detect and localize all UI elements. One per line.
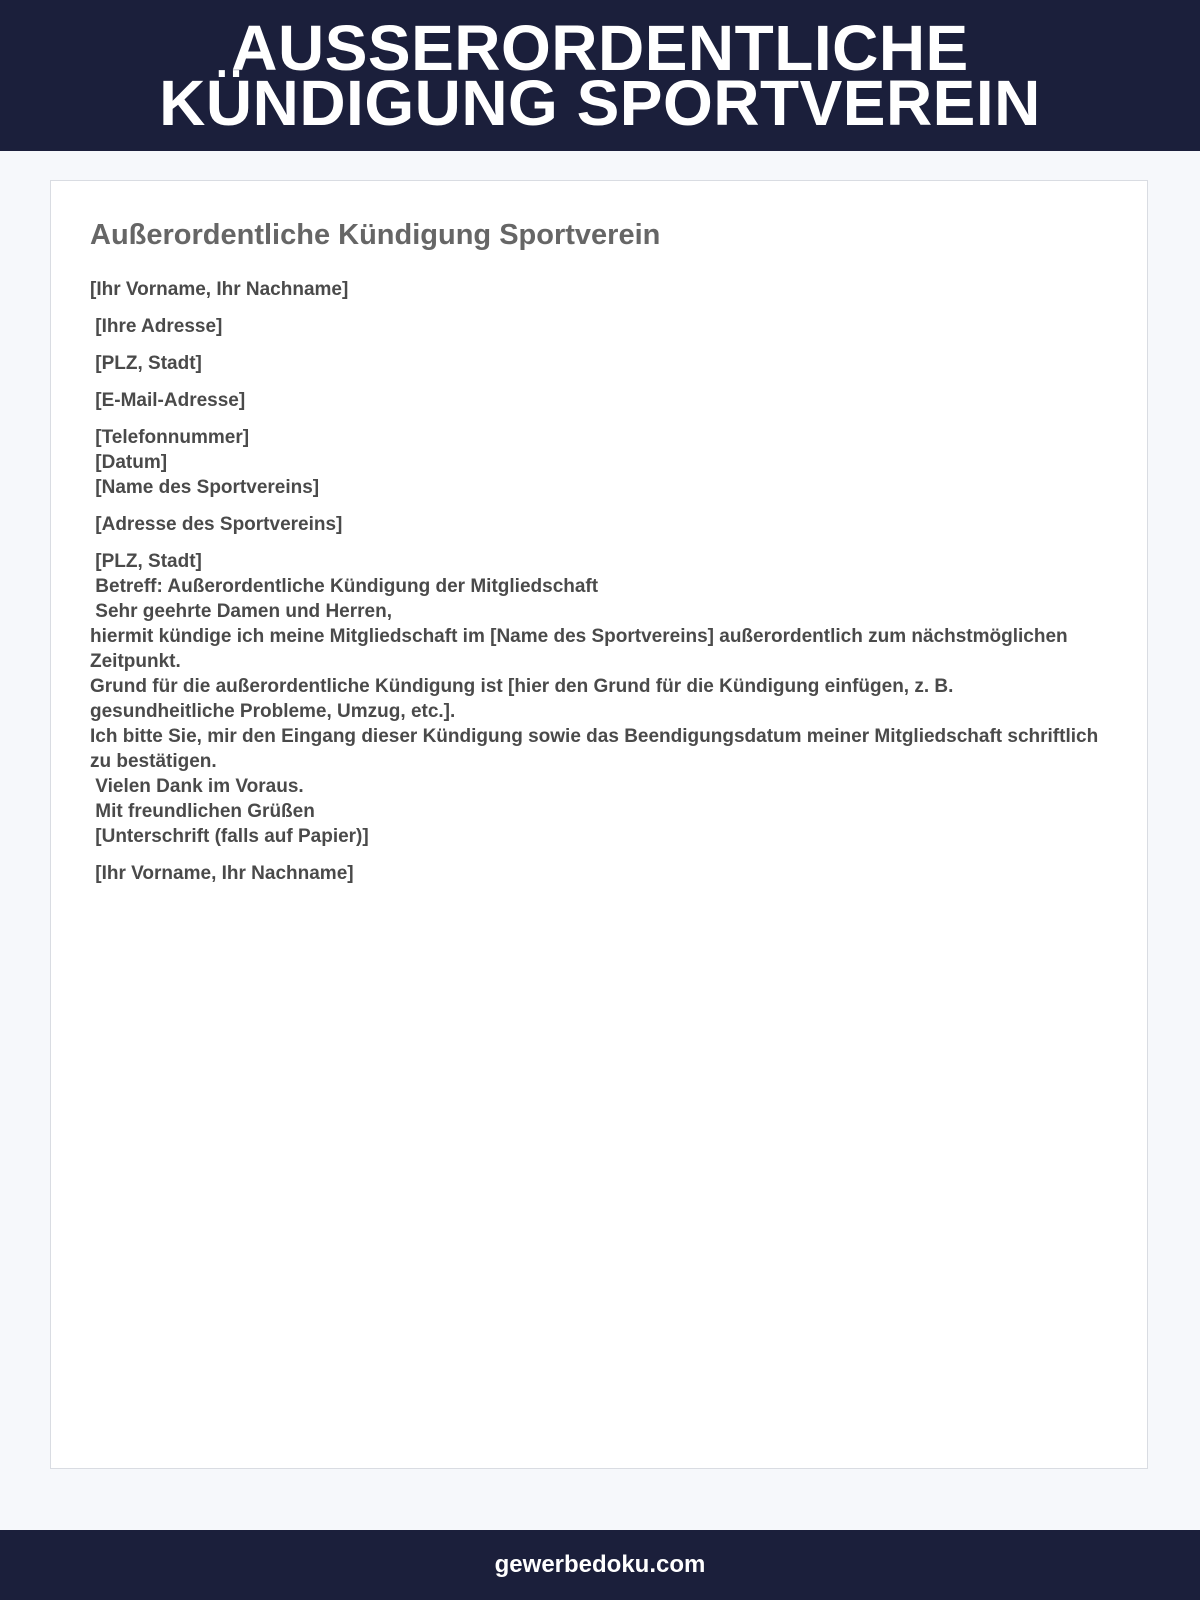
letter-closing: Mit freundlichen Grüßen [90,801,315,822]
footer-site: gewerbedoku.com [494,1551,706,1578]
letter-body [90,277,1104,886]
letter-salutation: Sehr geehrte Damen und Herren, [90,601,392,622]
club-name: [Name des Sportvereins] [90,477,320,498]
letter-subject: Betreff: Außerordentliche Kündigung der Mitgliedschaft [90,576,599,597]
letter-paragraph-3: Ich bitte Sie, mir den Eingang dieser Kündigung sowie das Beendigungsdatum meiner Mitgliedschaft schriftlich zu bestätigen. [90,726,1104,772]
sender-phone: [Telefonnummer] [90,427,250,448]
letter-signature: [Unterschrift (falls auf Papier)] [90,826,369,847]
sender-name: [Ihr Vorname, Ihr Nachname] [90,279,349,300]
document-title: Außerordentliche Kündigung Sportverein [90,219,661,251]
club-address: [Adresse des Sportvereins] [90,514,343,535]
sender-address: [Ihre Adresse] [90,316,223,337]
sender-email: [E-Mail-Adresse] [90,390,246,411]
page-header [0,0,1200,151]
letter-date: [Datum] [90,452,168,473]
signer-name: [Ihr Vorname, Ihr Nachname] [90,863,354,884]
page-footer [0,1530,1200,1600]
club-city: [PLZ, Stadt] [90,551,202,572]
document-card [50,180,1148,1469]
sender-city: [PLZ, Stadt] [90,353,202,374]
letter-paragraph-2: Grund für die außerordentliche Kündigung ist [hier den Grund für die Kündigung einfügen, z. B. gesundheitliche Probleme, Umzug, etc.]. [90,676,959,722]
banner-title: AUSSERORDENTLICHE KÜNDIGUNG SPORTVEREIN [159,11,1041,139]
letter-thanks: Vielen Dank im Voraus. [90,776,304,797]
letter-paragraph-1: hiermit kündige ich meine Mitgliedschaft im [Name des Sportvereins] außerordentlich zum nächstmöglichen Zeitpunkt. [90,626,1073,672]
